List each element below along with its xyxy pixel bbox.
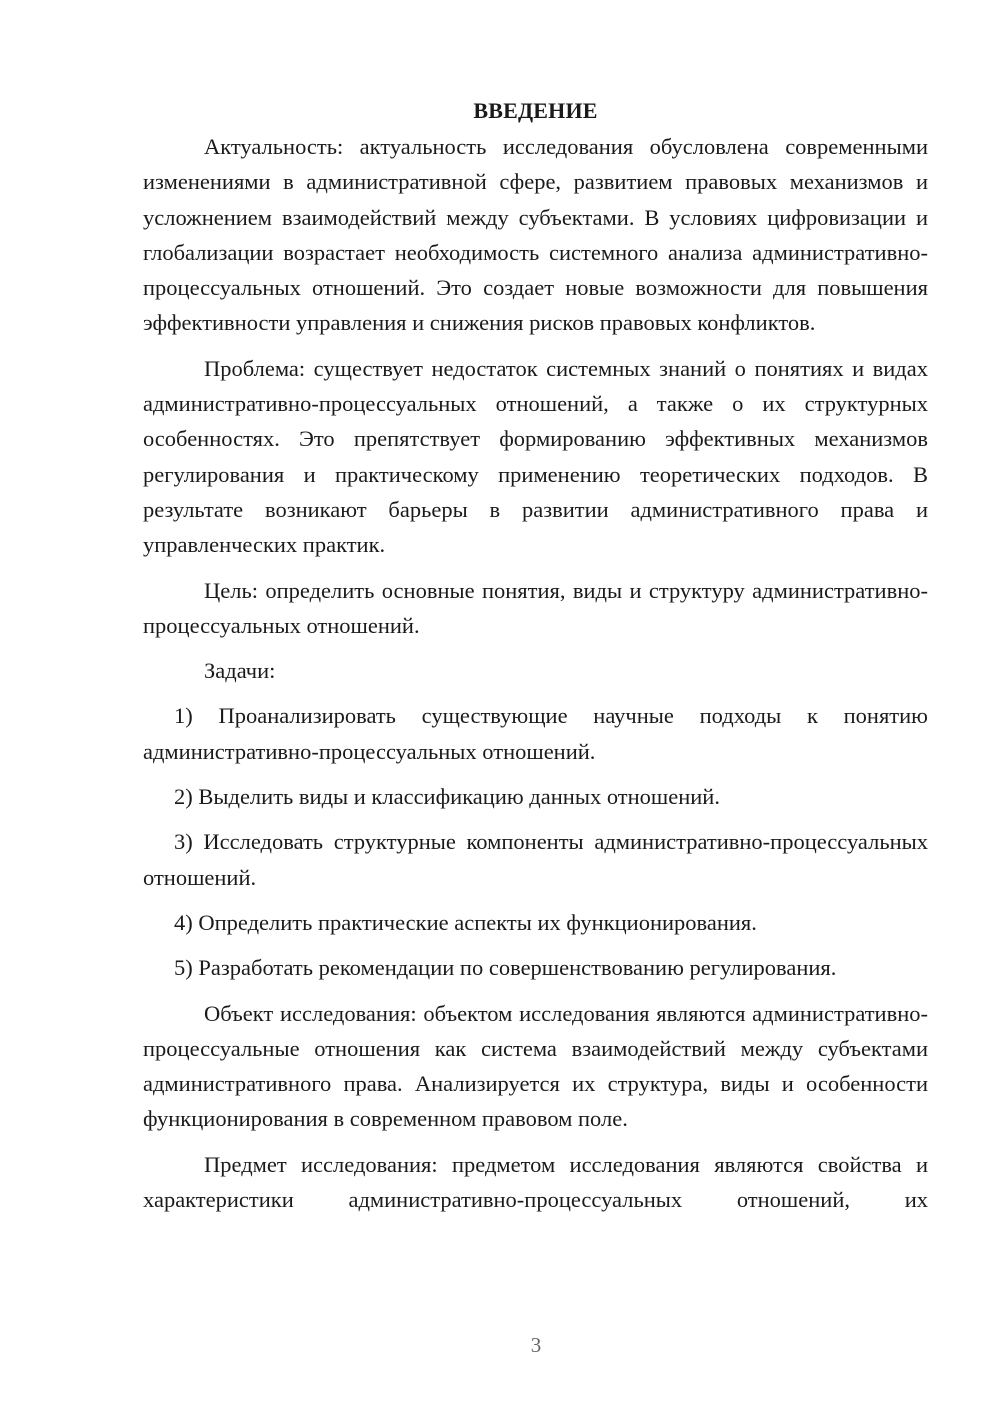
page-title: ВВЕДЕНИЕ: [473, 98, 598, 123]
paragraph-problem: Проблема: существует недостаток системных знаний о понятиях и видах административно-процессуальных отношений, а также о их структурных особенностях. Это препятствует формированию эффективных механизмов регулирования и практическому применению теоретических подходов. В результате возникают барьеры в развитии административного права и управленческих практик.: [143, 355, 928, 558]
paragraph-relevance: Актуальность: актуальность исследования обусловлена современными изменениями в административной сфере, развитием правовых механизмов и усложнением взаимодействий между субъектами. В условиях цифровизации и глобализации возрастает необходимость системного анализа административно-процессуальных отношений. Это создает новые возможности для повышения эффективности управления и снижения рисков правовых конфликтов.: [143, 134, 928, 336]
paragraph-subject: Предмет исследования: предметом исследования являются свойства и характеристики административно-процессуальных отношений, их: [143, 1151, 928, 1213]
task-item-5: 5) Разработать рекомендации по совершенствованию регулирования.: [174, 955, 837, 981]
task-item-4: 4) Определить практические аспекты их функционирования.: [174, 909, 757, 935]
tasks-heading: Задачи:: [204, 658, 276, 684]
task-item-3: 3) Исследовать структурные компоненты административно-процессуальных отношений.: [143, 829, 928, 890]
page-number: 3: [530, 1333, 542, 1357]
task-item-1: 1) Проанализировать существующие научные подходы к понятию административно-процессуальных отношений.: [143, 703, 928, 764]
paragraph-goal: Цель: определить основные понятия, виды и структуру административно-процессуальных отношений.: [143, 577, 928, 638]
page-content: [143, 93, 928, 1227]
paragraph-object: Объект исследования: объектом исследования являются административно-процессуальные отношения как система взаимодействий между субъектами административного права. Анализируется их структура, виды и особенности функционирования в современном правовом поле.: [143, 1000, 928, 1132]
task-item-2: 2) Выделить виды и классификацию данных отношений.: [174, 784, 720, 810]
